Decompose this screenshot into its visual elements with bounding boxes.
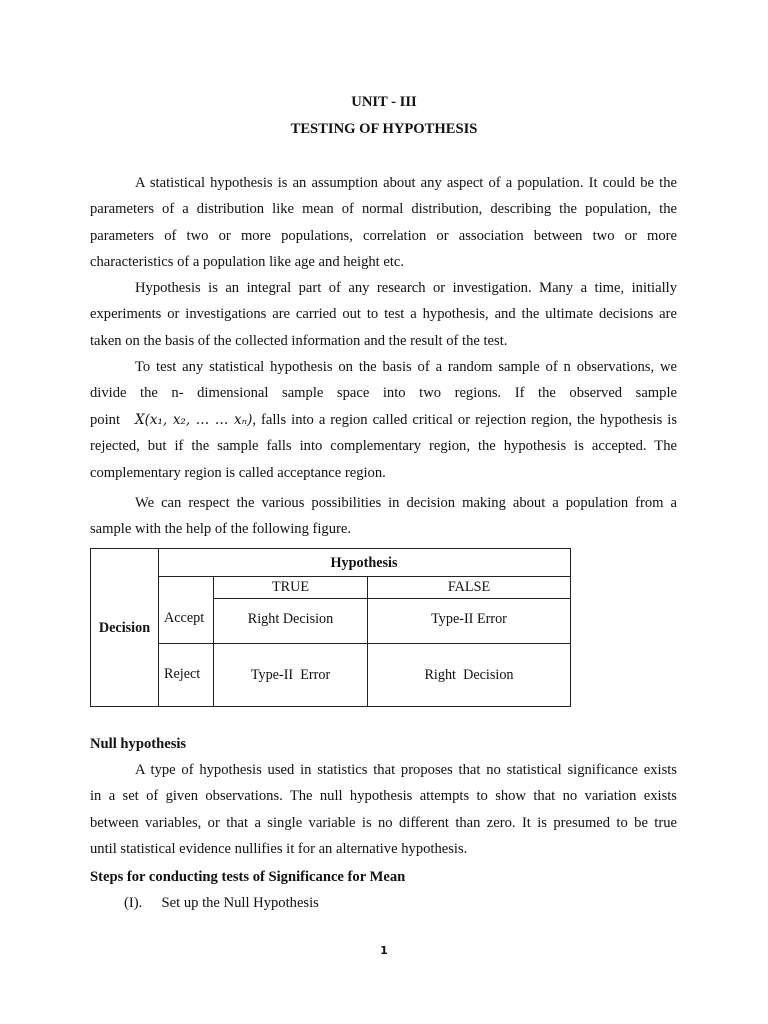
table-cell-reject-true: Type-II Error bbox=[250, 667, 331, 683]
table-col-true: TRUE bbox=[271, 579, 310, 595]
paragraph-intro-2 bbox=[90, 275, 677, 354]
table-row-reject: Reject bbox=[164, 666, 201, 682]
text-segment: point bbox=[90, 411, 120, 428]
section-heading-steps: Steps for conducting tests of Significance for Mean bbox=[90, 869, 406, 885]
text-line: between variables, or that a single variable is no different than zero. It is presumed to be true bbox=[90, 814, 677, 831]
text-line: characteristics of a population like age and height etc. bbox=[90, 254, 405, 271]
steps-list-item bbox=[124, 894, 319, 912]
sample-point-formula: X(x₁, x₂, … … xₙ) bbox=[134, 411, 253, 428]
table-cell-reject-false: Right Decision bbox=[424, 667, 514, 683]
paragraph-intro-4 bbox=[90, 490, 677, 543]
page-title: TESTING OF HYPOTHESIS bbox=[290, 121, 478, 137]
unit-heading: UNIT - III bbox=[351, 94, 417, 110]
table-divider bbox=[158, 549, 159, 706]
section-heading-null-hypothesis: Null hypothesis bbox=[90, 736, 187, 752]
decision-table bbox=[90, 548, 571, 707]
text-line: divide the n- dimensional sample space into two regions. If the observed sample bbox=[90, 385, 677, 402]
text-line: We can respect the various possibilities in decision making about a population from a bbox=[135, 495, 677, 511]
text-segment: , falls into a region called critical or rejection region, the hypothesis is bbox=[252, 411, 678, 428]
list-item-number: (I). bbox=[124, 895, 143, 911]
text-line-with-math bbox=[90, 407, 677, 433]
text-line: Hypothesis is an integral part of any research or investigation. Many a time, initially bbox=[135, 280, 677, 296]
paragraph-null-hypothesis bbox=[90, 757, 677, 863]
text-line: until statistical evidence nullifies it for an alternative hypothesis. bbox=[90, 841, 468, 858]
list-item-text: Set up the Null Hypothesis bbox=[161, 895, 319, 911]
table-divider bbox=[158, 643, 570, 644]
table-cell-accept-true: Right Decision bbox=[247, 611, 334, 627]
text-line: taken on the basis of the collected information and the result of the test. bbox=[90, 332, 508, 349]
table-col-false: FALSE bbox=[447, 579, 491, 595]
text-line: A statistical hypothesis is an assumption about any aspect of a population. It could be the bbox=[135, 175, 677, 191]
text-line: To test any statistical hypothesis on the basis of a random sample of n observations, we bbox=[135, 359, 677, 375]
text-line: complementary region is called acceptance region. bbox=[90, 464, 386, 481]
text-line: sample with the help of the following figure. bbox=[90, 521, 352, 538]
table-divider bbox=[158, 576, 570, 577]
text-line: experiments or investigations are carried out to test a hypothesis, and the ultimate decisions are bbox=[90, 306, 677, 323]
paragraph-intro-1 bbox=[90, 170, 677, 276]
table-cell-accept-false: Type-II Error bbox=[431, 611, 507, 627]
table-row-accept: Accept bbox=[164, 610, 205, 626]
text-line: in a set of given observations. The null hypothesis attempts to show that no variation exists bbox=[90, 788, 677, 805]
table-divider bbox=[213, 598, 570, 599]
text-line: parameters of a distribution like mean of normal distribution, describing the population, the bbox=[90, 201, 677, 218]
page-number: 1 bbox=[380, 944, 388, 957]
text-line: A type of hypothesis used in statistics that proposes that no statistical significance exists bbox=[135, 762, 677, 778]
text-line: rejected, but if the sample falls into complementary region, the hypothesis is accepted. The bbox=[90, 438, 677, 455]
paragraph-intro-3 bbox=[90, 354, 677, 486]
table-row-decision: Decision bbox=[98, 620, 151, 636]
text-line: parameters of two or more populations, correlation or association between two or more bbox=[90, 227, 677, 244]
table-header-hypothesis: Hypothesis bbox=[330, 555, 398, 571]
